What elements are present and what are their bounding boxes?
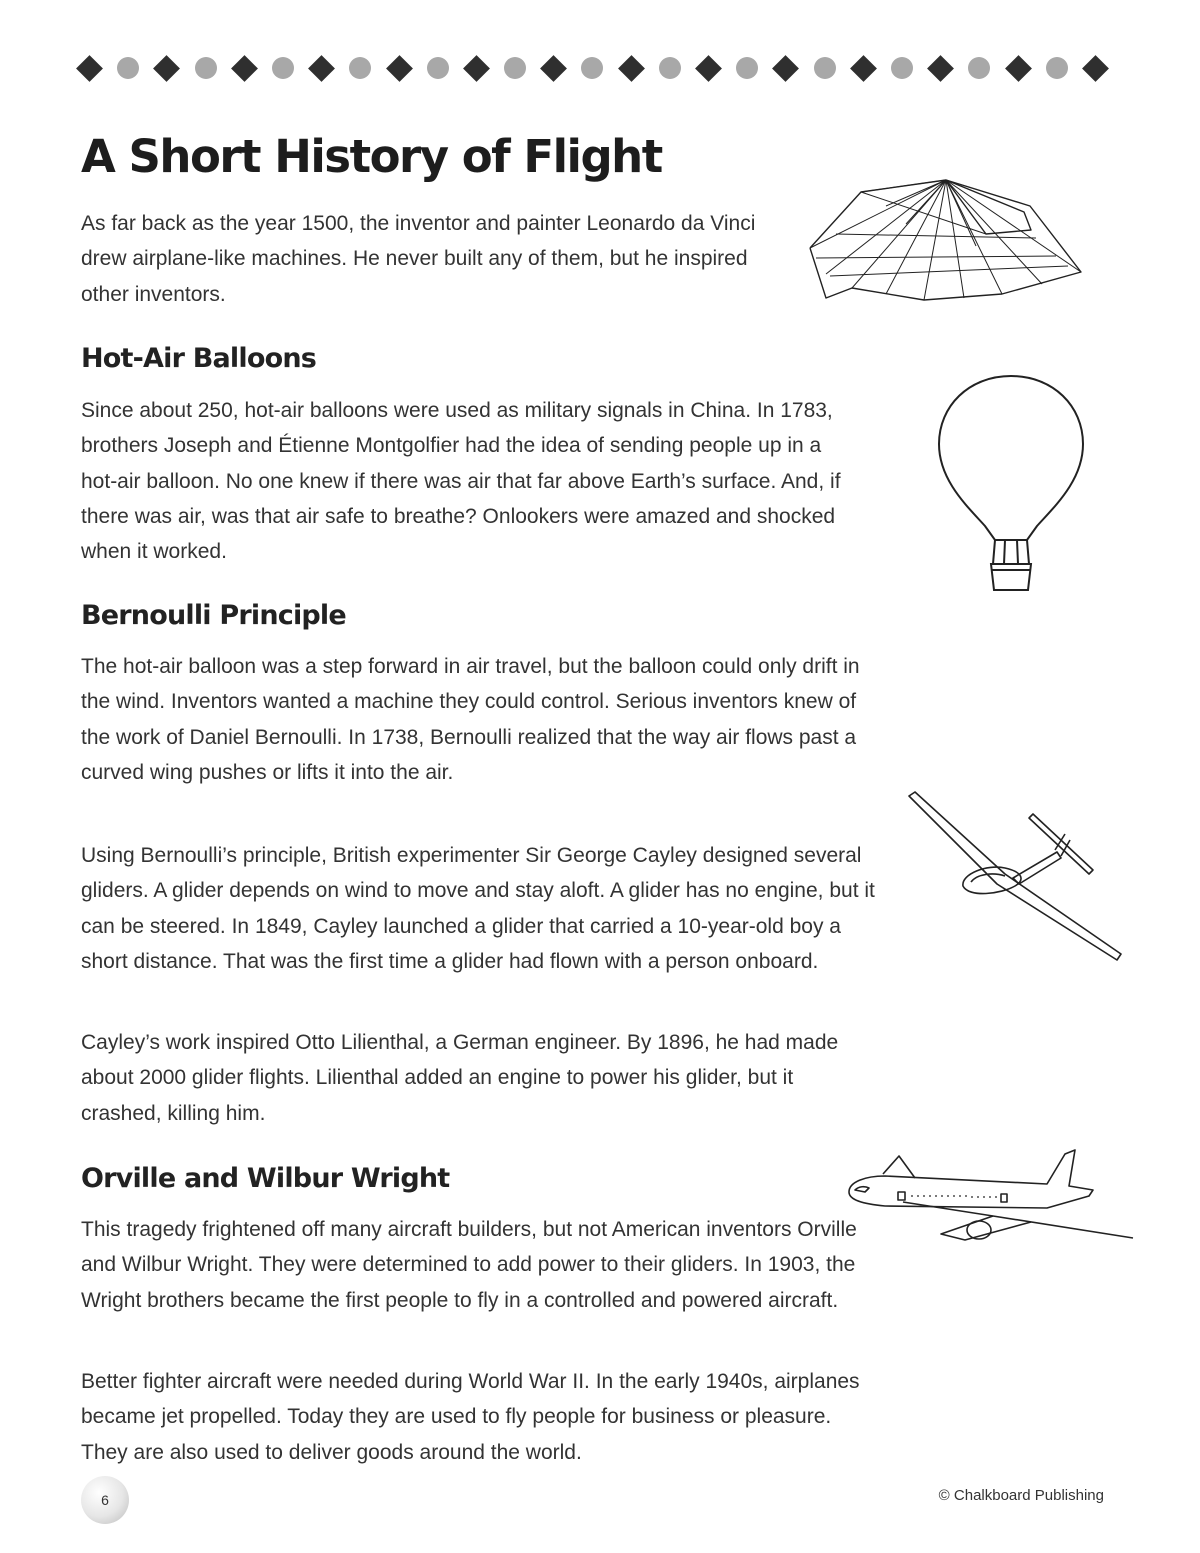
border-dot xyxy=(968,57,990,79)
border-dot xyxy=(1046,57,1068,79)
border-diamond xyxy=(927,55,954,82)
border-diamond xyxy=(1082,55,1109,82)
border-dot xyxy=(117,57,139,79)
border-diamond xyxy=(540,55,567,82)
da-vinci-flying-machine-icon xyxy=(806,176,1086,302)
border-dot xyxy=(891,57,913,79)
heading-hot-air-balloons: Hot-Air Balloons xyxy=(81,343,317,374)
page-title: A Short History of Flight xyxy=(81,130,662,183)
border-diamond xyxy=(76,55,103,82)
border-dot xyxy=(736,57,758,79)
border-diamond xyxy=(1005,55,1032,82)
border-dot xyxy=(349,57,371,79)
border-diamond xyxy=(772,55,799,82)
balloons-paragraph: Since about 250, hot-air balloons were used as military signals in China. In 1783, brothers Joseph and Étienne Montgolfier had the idea of sending people up in a hot-air balloon. No one knew if there was air that far above Earth’s surface. And, if there was air, was that air safe to breathe? Onlookers were amazed and shocked when it worked. xyxy=(81,399,841,564)
hot-air-balloon-icon xyxy=(935,372,1087,596)
bernoulli-paragraph-3: Cayley’s work inspired Otto Lilienthal, a German engineer. By 1896, he had made about 2000 glider flights. Lilienthal added an engine to power his glider, but it crashed, killing him. xyxy=(81,1031,839,1125)
border-dot xyxy=(504,57,526,79)
border-diamond xyxy=(231,55,258,82)
border-diamond xyxy=(463,55,490,82)
heading-bernoulli-principle: Bernoulli Principle xyxy=(81,600,346,631)
heading-wright-brothers: Orville and Wilbur Wright xyxy=(81,1163,450,1194)
border-dot xyxy=(659,57,681,79)
border-dot xyxy=(272,57,294,79)
intro-paragraph: As far back as the year 1500, the inventor and painter Leonardo da Vinci drew airplane-like machines. He never built any of them, but he inspired other inventors. xyxy=(81,212,756,306)
glider-icon xyxy=(905,790,1130,962)
border-dot xyxy=(195,57,217,79)
border-diamond xyxy=(618,55,645,82)
wright-paragraph-1: This tragedy frightened off many aircraft builders, but not American inventors Orville and Wilbur Wright. They were determined to add power to their gliders. In 1903, the Wright brothers became the first people to fly in a controlled and powered aircraft. xyxy=(81,1218,857,1312)
jet-airliner-icon xyxy=(843,1146,1138,1246)
border-dot xyxy=(581,57,603,79)
border-dot xyxy=(427,57,449,79)
page-number-text: 6 xyxy=(101,1492,109,1508)
border-diamond xyxy=(153,55,180,82)
page-number xyxy=(81,1476,129,1524)
copyright-notice: © Chalkboard Publishing xyxy=(938,1487,1104,1504)
border-diamond xyxy=(386,55,413,82)
border-dot xyxy=(814,57,836,79)
decorative-border xyxy=(80,48,1105,88)
bernoulli-paragraph-1: The hot-air balloon was a step forward in air travel, but the balloon could only drift in the wind. Inventors wanted a machine they could control. Serious inventors knew of the work of Daniel Bernoulli. In 1738, Bernoulli realized that the way air flows past a curved wing pushes or lifts it into the air. xyxy=(81,655,860,784)
border-diamond xyxy=(695,55,722,82)
wright-paragraph-2: Better fighter aircraft were needed during World War II. In the early 1940s, airplanes became jet propelled. Today they are used to fly people for business or pleasure. They are also used to deliver goods around the world. xyxy=(81,1370,860,1464)
border-diamond xyxy=(308,55,335,82)
border-diamond xyxy=(850,55,877,82)
bernoulli-paragraph-2: Using Bernoulli’s principle, British experimenter Sir George Cayley designed several gliders. A glider depends on wind to move and stay aloft. A glider has no engine, but it can be steered. In 1849, Cayley launched a glider that carried a 10-year-old boy a short distance. That was the first time a glider had flown with a person onboard. xyxy=(81,844,875,973)
